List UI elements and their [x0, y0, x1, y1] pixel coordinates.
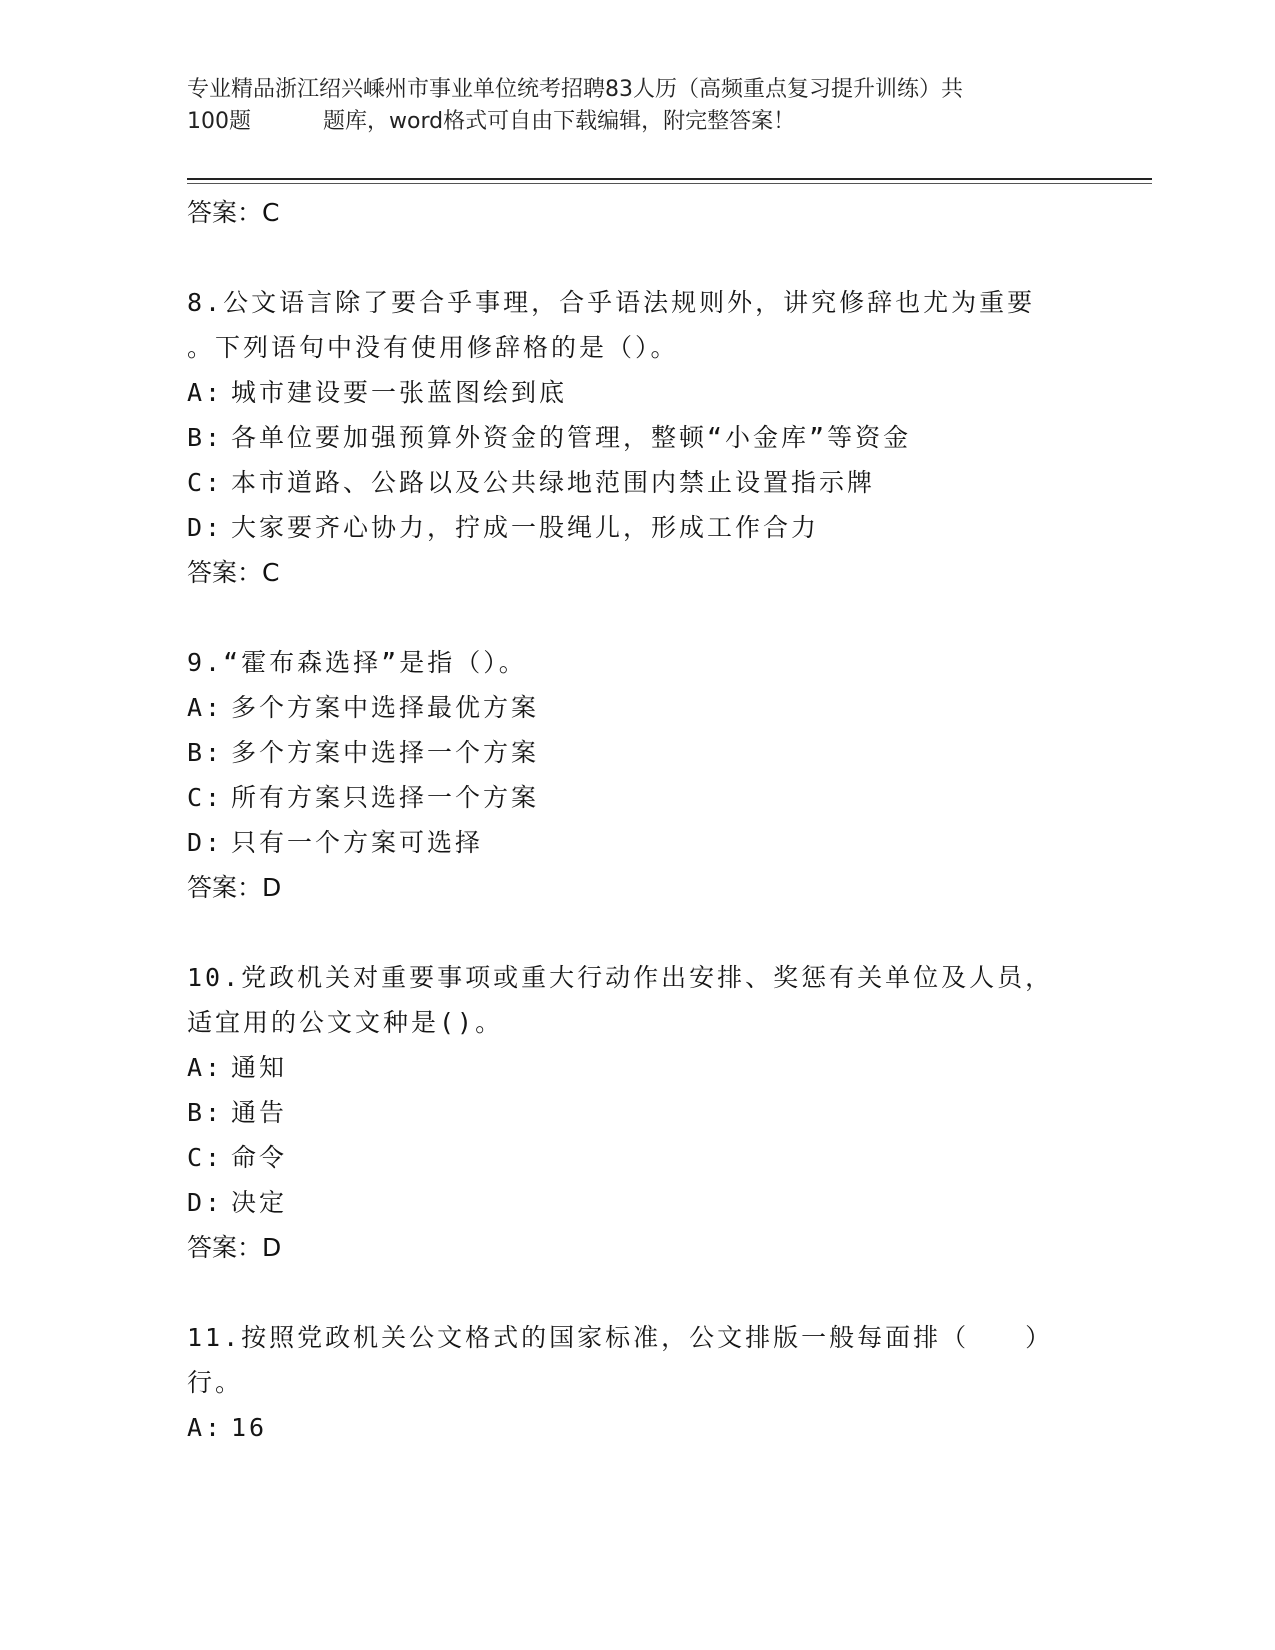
question-text [187, 1315, 1087, 1405]
option-key: A: [187, 378, 224, 407]
header-divider-thin [187, 183, 1152, 184]
question-block [187, 955, 1087, 1271]
option-text: 多个方案中选择一个方案 [231, 738, 540, 767]
question-text [187, 280, 1087, 370]
option-item [187, 775, 1087, 820]
question-text-line: 9.“霍布森选择”是指（）。 [187, 648, 527, 677]
answer-label: 答案： [187, 873, 263, 902]
option-item [187, 505, 1087, 550]
question-block [187, 280, 1087, 596]
question-spacer [187, 236, 1087, 280]
option-text: 所有方案只选择一个方案 [231, 783, 540, 812]
question-spacer [187, 596, 1087, 640]
question-text-line: 10.党政机关对重要事项或重大行动作出安排、奖惩有关单位及人员， [187, 963, 1054, 992]
question-block [187, 640, 1087, 911]
option-text: 命令 [231, 1143, 288, 1172]
option-item [187, 1135, 1087, 1180]
question-text-line: 适宜用的公文文种是()。 [187, 1008, 504, 1037]
option-text: 通告 [231, 1098, 288, 1127]
option-text: 各单位要加强预算外资金的管理，整顿“小金库”等资金 [231, 423, 912, 452]
question-text-line: 行。 [187, 1368, 244, 1397]
option-item [187, 1180, 1087, 1225]
option-item [187, 415, 1087, 460]
page-header [187, 74, 1087, 138]
option-key: A: [187, 693, 224, 722]
option-item [187, 685, 1087, 730]
answer-line [187, 865, 1087, 911]
answer-value: C [262, 558, 280, 587]
option-key: D: [187, 828, 224, 857]
option-item [187, 1045, 1087, 1090]
question-text [187, 640, 1087, 685]
option-text: 本市道路、公路以及公共绿地范围内禁止设置指示牌 [231, 468, 876, 497]
answer-label: 答案： [187, 558, 263, 587]
header-question-count: 100题 [187, 109, 251, 134]
option-text: 16 [231, 1413, 268, 1442]
option-item [187, 820, 1087, 865]
option-item [187, 1090, 1087, 1135]
option-item [187, 1405, 1087, 1450]
option-text: 大家要齐心协力，拧成一股绳儿，形成工作合力 [231, 513, 820, 542]
option-key: B: [187, 423, 224, 452]
answer-value: D [262, 873, 282, 902]
question-text [187, 955, 1087, 1045]
option-key: D: [187, 513, 224, 542]
answer-value: C [262, 198, 280, 227]
question-text-line: 8.公文语言除了要合乎事理，合乎语法规则外，讲究修辞也尤为重要 [187, 288, 1036, 317]
question-block [187, 1315, 1087, 1450]
answer-line [187, 1225, 1087, 1271]
answer-label: 答案： [187, 1233, 263, 1262]
header-title-line-2 [187, 106, 1087, 138]
option-text: 多个方案中选择最优方案 [231, 693, 540, 722]
answer-label: 答案： [187, 198, 263, 227]
question-spacer [187, 1271, 1087, 1315]
question-text-line: 11.按照党政机关公文格式的国家标准，公文排版一般每面排（ ） [187, 1323, 1054, 1352]
question-text-line: 。下列语句中没有使用修辞格的是（）。 [187, 333, 679, 362]
answer-value: D [262, 1233, 282, 1262]
option-key: D: [187, 1188, 224, 1217]
option-key: A: [187, 1413, 224, 1442]
option-key: C: [187, 468, 224, 497]
option-key: C: [187, 783, 224, 812]
option-text: 城市建设要一张蓝图绘到底 [231, 378, 568, 407]
option-key: B: [187, 738, 224, 767]
option-key: C: [187, 1143, 224, 1172]
option-item [187, 370, 1087, 415]
option-text: 通知 [231, 1053, 288, 1082]
option-item [187, 730, 1087, 775]
question-list [187, 190, 1087, 1450]
option-key: A: [187, 1053, 224, 1082]
option-text: 决定 [231, 1188, 288, 1217]
header-divider-thick [187, 178, 1152, 180]
answer-line [187, 550, 1087, 596]
option-item [187, 460, 1087, 505]
option-key: B: [187, 1098, 224, 1127]
option-text: 只有一个方案可选择 [231, 828, 484, 857]
question-spacer [187, 911, 1087, 955]
header-title-line-1: 专业精品浙江绍兴嵊州市事业单位统考招聘83人历（高频重点复习提升训练）共 [187, 77, 963, 102]
answer-line [187, 190, 1087, 236]
header-description: 题库，word格式可自由下载编辑，附完整答案！ [323, 109, 796, 134]
